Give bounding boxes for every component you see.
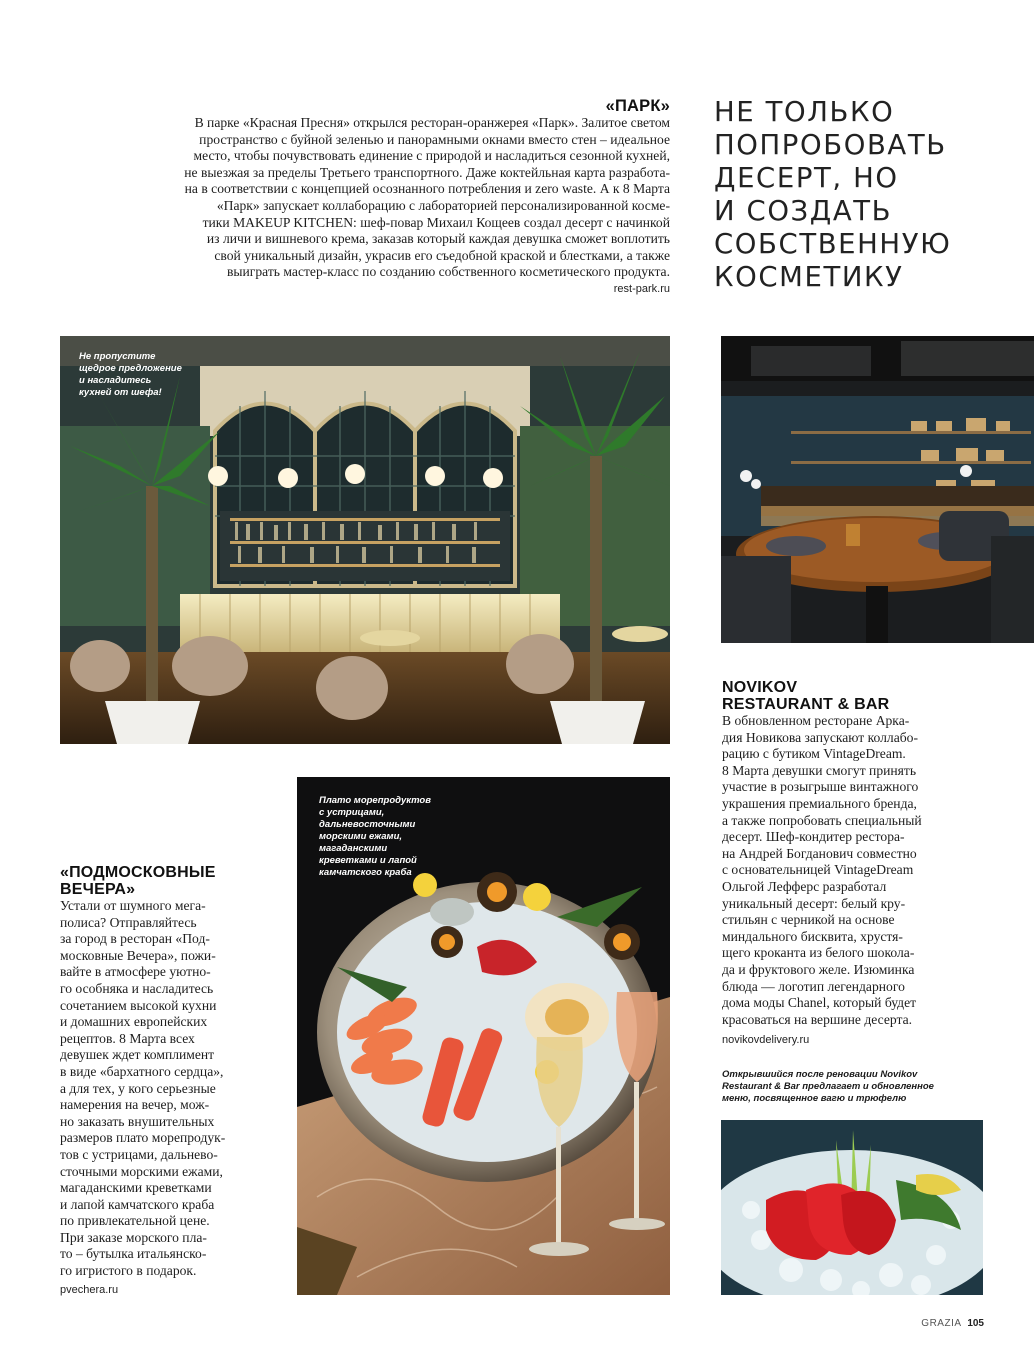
park-line: место, чтобы почувствовать единение с природой и насладиться сезонной кухней, [193,148,670,164]
podmoskovnye-line: размеров плато морепродук- [60,1130,226,1146]
novikov-line: уникальный десерт: белый кру- [722,895,906,911]
podmoskovnye-line: вайте в атмосфере уютно- [60,964,211,980]
podmoskovnye-body [60,898,295,1280]
novikov-heading [722,679,889,713]
park-body [110,115,670,281]
novikov-line: Ольгой Лефферс разработал [722,878,887,894]
novikov-heading-line: NOVIKOV [722,679,798,696]
park-photo-caption-line: кухней от шефа! [79,387,162,398]
page-footer [921,1318,984,1329]
podmoskovnye-line: и домашних европейских [60,1014,208,1030]
podmoskovnye-line: сточными морскими ежами, [60,1163,223,1179]
park-line: из личи и вишневого крема, заказав который каждая девушка сможет воплотить [206,231,670,247]
pull-quote-line: ПОПРОБОВАТЬ [714,129,947,161]
novikov-line: миндального бисквита, хрустя- [722,928,903,944]
park-line: не выезжая за пределы Третьего транспортного. Даже коктейльная карта разработа- [184,164,670,180]
novikov-caption-line: меню, посвященное вагю и трюфелю [722,1093,907,1104]
novikov-line: В обновленном ресторане Арка- [722,713,910,728]
podmoskovnye-line: намерения на вечер, мож- [60,1097,210,1113]
novikov-heading-line: RESTAURANT & BAR [722,696,890,713]
park-photo-caption [79,351,182,399]
novikov-line: украшения премиального бренда, [722,795,917,811]
novikov-caption-line: Restaurant & Bar предлагает и обновленное [722,1081,934,1092]
seafood-photo-caption-line: креветками и лапой [319,855,417,866]
park-line: свой уникальный дизайн, украсив его съедобной краской и блестками, а также [214,247,670,263]
novikov-line: блюда — логотип легендарного [722,978,905,994]
podmoskovnye-line: При заказе морского пла- [60,1229,207,1245]
podmoskovnye-line: и лапой камчатского краба [60,1196,215,1212]
page-number: 105 [967,1318,984,1329]
novikov-line: красоваться на вершине десерта. [722,1011,913,1027]
novikov-line: да и фруктового желе. Изюминка [722,961,915,977]
seafood-photo-caption-line: дальневосточными [319,819,416,830]
podmoskovnye-line: московные Вечера», пожи- [60,947,216,963]
novikov-line: стильян с черникой на основе [722,912,895,928]
park-line: на в соответствии с концепцией осознанного потребления и zero waste. А к 8 Марта [184,181,670,197]
novikov-line: участие в розыгрыше винтажного [722,779,919,795]
park-photo-caption-line: Не пропустите [79,351,156,362]
seafood-photo-caption-line: с устрицами, [319,807,385,818]
novikov-body [722,713,1022,1028]
podmoskovnye-line: го особняка и насладитесь [60,980,214,996]
seafood-photo-caption [319,795,431,879]
podmoskovnye-line: в виде «бархатного сердца», [60,1063,224,1079]
park-photo-caption-line: и насладитесь [79,375,152,386]
pull-quote-line: КОСМЕТИКУ [714,261,904,293]
park-line: тики MAKEUP KITCHEN: шеф-повар Михаил Кощеев создал десерт с начинкой [202,214,670,230]
novikov-url[interactable]: novikovdelivery.ru [722,1034,810,1046]
park-line: «Парк» запускает коллаборацию с лабораторией персонализированной космe- [216,197,670,213]
podmoskovnye-heading-line: ВЕЧЕРА» [60,881,136,898]
novikov-restaurant-photo [721,336,1034,643]
park-line: пространство с буйной зеленью и панорамными окнами вместо стен – идеальное [199,131,670,147]
podmoskovnye-line: рецептов. 8 Марта всех [60,1030,195,1046]
seafood-photo-caption-line: Плато морепродуктов [319,795,431,806]
podmoskovnye-line: Устали от шумного мега- [60,898,206,913]
novikov-line: с основательницей VintageDream [722,862,914,878]
park-url[interactable]: rest-park.ru [613,283,670,295]
novikov-line: щего кроканта из белого шокола- [722,945,915,961]
pull-quote-line: СОБСТВЕННУЮ [714,228,952,260]
novikov-line: рацию с бутиком VintageDream. [722,746,906,762]
novikov-line: десерт. Шеф-кондитер рестора- [722,829,905,845]
park-line: В парке «Красная Пресня» открылся ресторан-оранжерея «Парк». Залитое светом [194,115,670,130]
novikov-line: на Андрей Богданович совместно [722,845,917,861]
novikov-line: дома моды Chanel, который будет [722,995,917,1011]
pull-quote-line: И СОЗДАТЬ [714,195,893,227]
magazine-name: GRAZIA [921,1318,962,1329]
novikov-caption-line: Открывшийся после реновации Novikov [722,1069,918,1080]
podmoskovnye-line: по привлекательной цене. [60,1213,210,1229]
podmoskovnye-line: за город в ресторан «Под- [60,931,210,947]
podmoskovnye-line: девушек ждет комплимент [60,1047,215,1063]
novikov-line: дия Новикова запускают коллабо- [722,729,918,745]
podmoskovnye-line: но заказать внушительных [60,1113,215,1129]
tuna-dish-photo [721,1120,983,1295]
pull-quote-line: НЕ ТОЛЬКО [714,96,895,128]
park-heading: «ПАРК» [605,97,670,115]
park-line: выиграть мастер-класс по созданию собственного косметического продукта. [226,264,670,280]
novikov-line: а также попробовать специальный [722,812,922,828]
podmoskovnye-line: го игристого в подарок. [60,1263,197,1279]
podmoskovnye-line: то – бутылка итальянско- [60,1246,207,1262]
novikov-line: 8 Марта девушки смогут принять [722,762,917,778]
podmoskovnye-line: магаданскими креветками [60,1180,212,1196]
seafood-photo-caption-line: морскими ежами, [319,831,403,842]
seafood-photo-caption-line: камчатского краба [319,867,412,878]
podmoskovnye-heading [60,864,216,898]
pull-quote [714,96,1014,294]
seafood-photo-caption-line: магаданскими [319,843,388,854]
podmoskovnye-line: а для тех, у кого серьезные [60,1080,216,1096]
podmoskovnye-line: полиса? Отправляйтесь [60,914,197,930]
pull-quote-line: ДЕСЕРТ, НО [714,162,899,194]
podmoskovnye-line: тов с устрицами, дальнево- [60,1146,218,1162]
podmoskovnye-line: сочетанием высокой кухни [60,997,217,1013]
novikov-caption [722,1069,934,1105]
podmoskovnye-heading-line: «ПОДМОСКОВНЫЕ [60,864,216,881]
park-photo-caption-line: щедрое предложение [79,363,182,374]
podmoskovnye-url[interactable]: pvechera.ru [60,1284,119,1296]
